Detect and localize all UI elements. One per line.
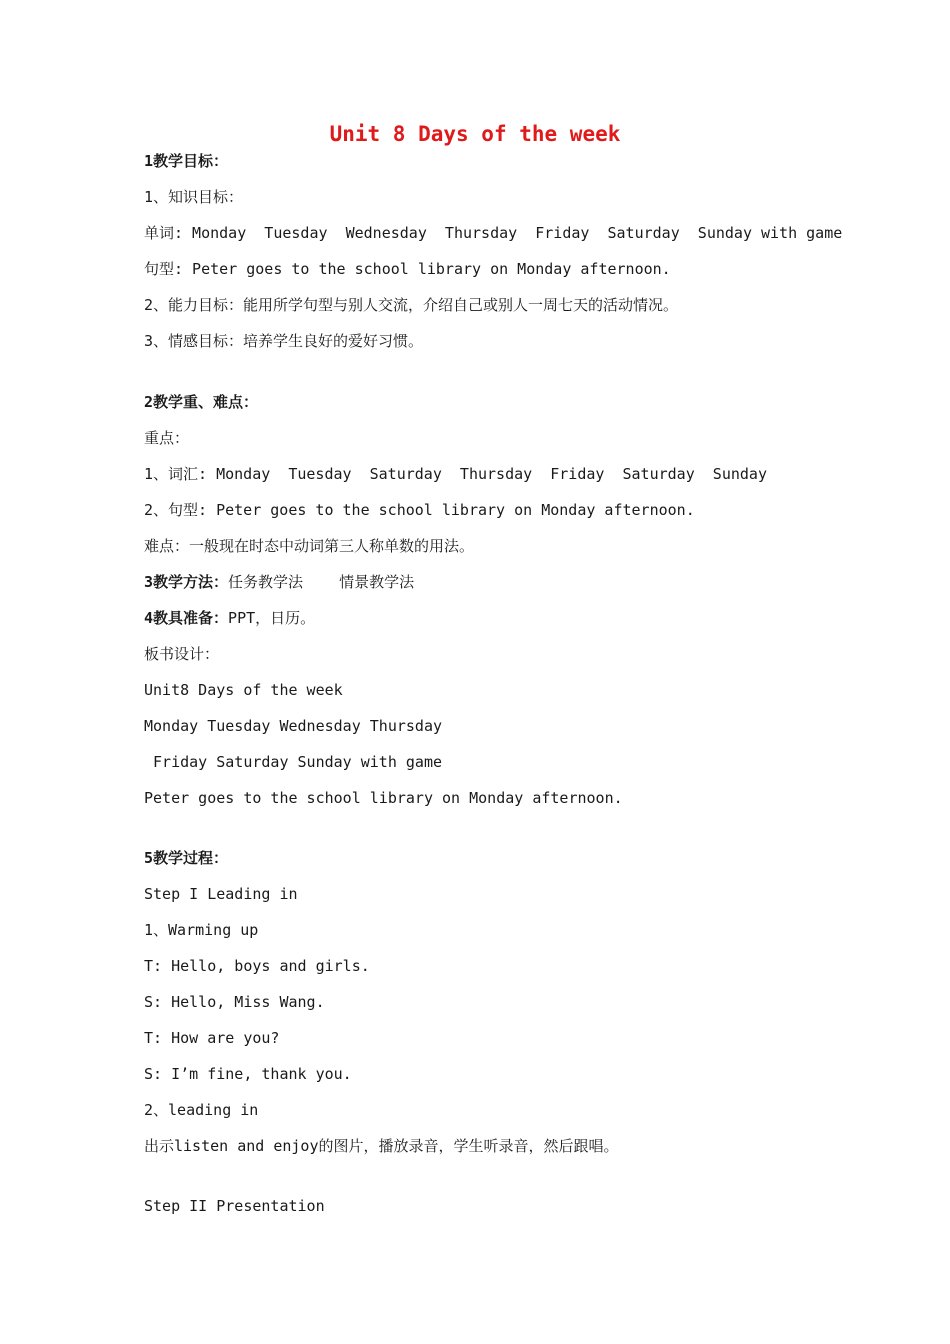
teaching-aids — [144, 608, 315, 628]
key-sentence: 2、句型: Peter goes to the school library on Monday afternoon. — [144, 501, 695, 519]
leading-in: 2、leading in — [144, 1101, 259, 1119]
teaching-aids-label: 4教具准备： — [144, 609, 229, 627]
dialogue-line-2: S: Hello, Miss Wang. — [144, 993, 325, 1011]
dialogue-line-4: S: I’m fine, thank you. — [144, 1065, 352, 1083]
listen-enjoy: 出示listen and enjoy的图片，播放录音，学生听录音，然后跟唱。 — [144, 1137, 619, 1155]
dialogue-line-1: T: Hello, boys and girls. — [144, 957, 370, 975]
difficult-point: 难点：一般现在时态中动词第三人称单数的用法。 — [144, 537, 475, 555]
board-design-label: 板书设计： — [144, 645, 220, 663]
board-line-2: Monday Tuesday Wednesday Thursday — [144, 717, 443, 735]
goal-ability: 2、能力目标：能用所学句型与别人交流，介绍自己或别人一周七天的活动情况。 — [144, 296, 679, 314]
vocab-words: 单词: Monday Tuesday Wednesday Thursday Friday Saturday Sunday with game — [144, 224, 843, 242]
board-line-1: Unit8 Days of the week — [144, 681, 343, 699]
step-1-title: Step I Leading in — [144, 885, 298, 903]
heading-teaching-process: 5教学过程： — [144, 849, 229, 867]
board-line-3: Friday Saturday Sunday with game — [144, 753, 443, 771]
board-line-4: Peter goes to the school library on Monday afternoon. — [144, 789, 623, 807]
sentence-pattern: 句型: Peter goes to the school library on Monday afternoon. — [144, 260, 671, 278]
goal-emotion: 3、情感目标：培养学生良好的爱好习惯。 — [144, 332, 424, 350]
teaching-aids-value: PPT，日历。 — [228, 609, 316, 627]
heading-teaching-goals: 1教学目标： — [144, 152, 229, 170]
teaching-methods-value: 任务教学法 情景教学法 — [228, 573, 415, 591]
warming-up: 1、Warming up — [144, 921, 259, 939]
goal-knowledge: 1、知识目标： — [144, 188, 244, 206]
key-vocab: 1、词汇: Monday Tuesday Saturday Thursday Friday Saturday Sunday — [144, 465, 767, 483]
teaching-methods — [144, 572, 414, 592]
step-2-title: Step II Presentation — [144, 1197, 325, 1215]
teaching-methods-label: 3教学方法： — [144, 573, 229, 591]
document-title: Unit 8 Days of the week — [329, 122, 621, 146]
dialogue-line-3: T: How are you? — [144, 1029, 280, 1047]
heading-key-points: 2教学重、难点： — [144, 393, 259, 411]
key-points-label: 重点： — [144, 429, 190, 447]
